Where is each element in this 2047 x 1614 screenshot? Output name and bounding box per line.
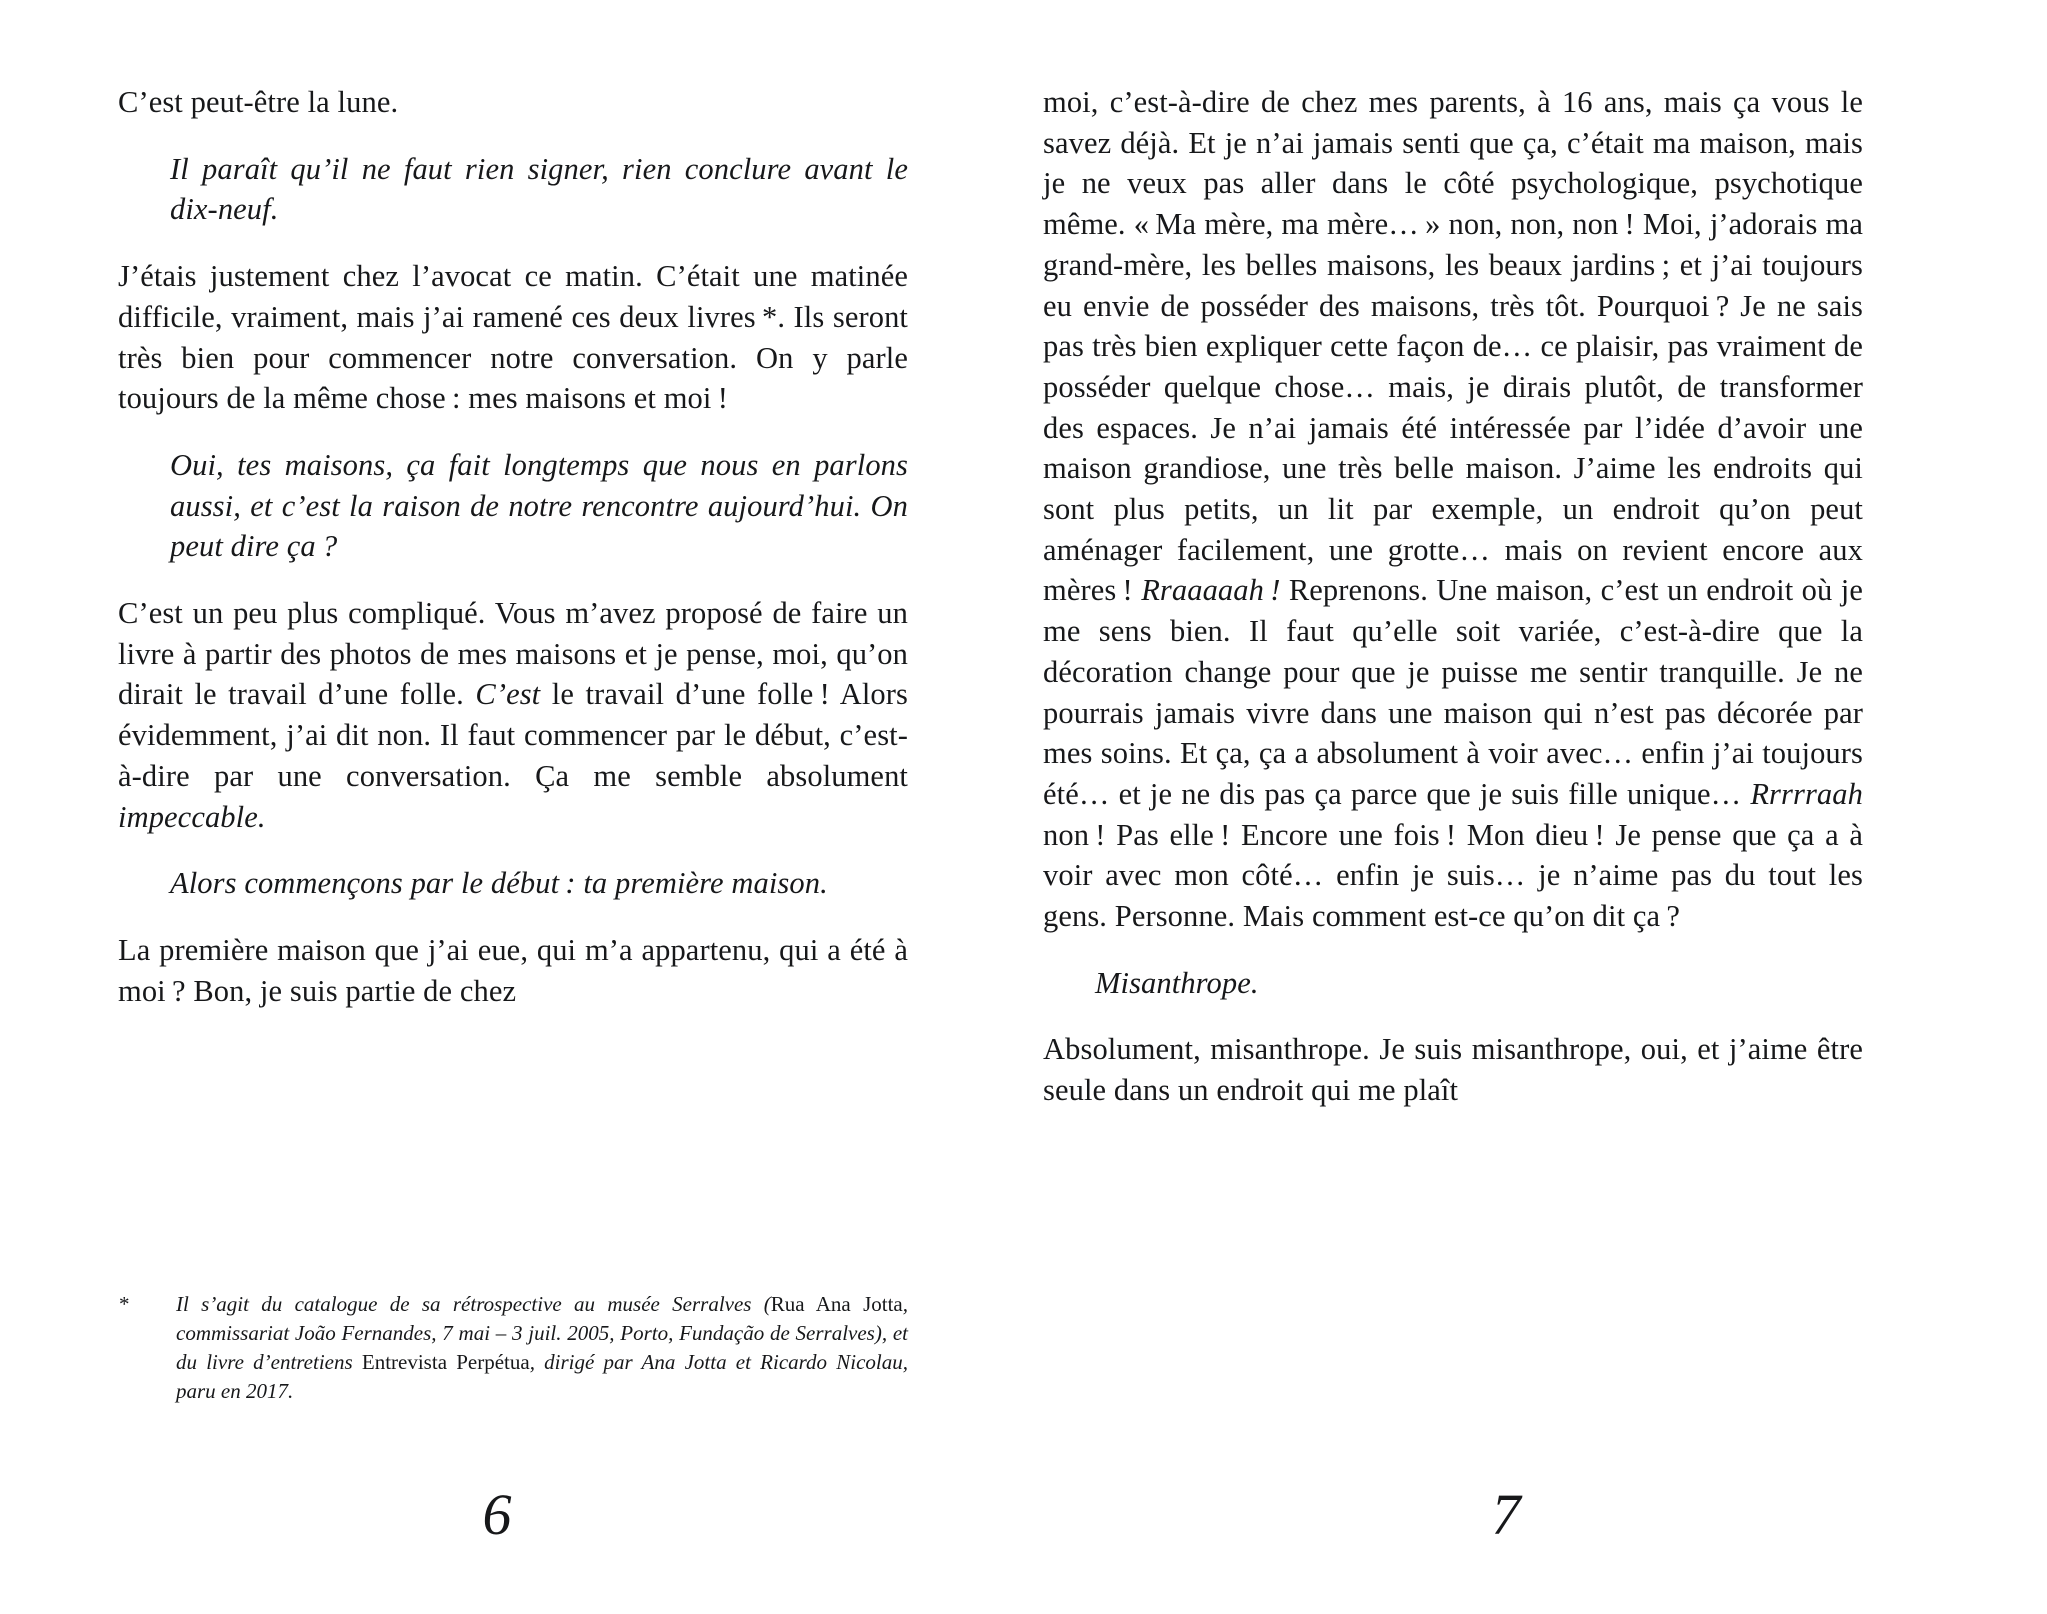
text-column-right xyxy=(1043,82,1863,1111)
page-right xyxy=(1023,0,2046,1614)
footnote xyxy=(118,1290,908,1406)
paragraph-interviewer: Misanthrope. xyxy=(1095,965,1259,1000)
footnote-title-2: Entrevista Perpétua xyxy=(361,1349,530,1374)
paragraph-speaker: moi, c’est-à-dire de chez mes parents, à 16 ans, mais ça vous le savez déjà. Et je n’ai jamais senti que ça, c’était ma maison, mais je ne veux pas aller dans le côté psychologique, psychotique même. « Ma mère, ma mère… » non, non, non ! Moi, j’adorais ma grand-mère, les belles maisons, les beaux jardins ; et j’ai toujours eu envie de posséder des maisons, très tôt. Pourquoi ? Je ne sais pas très bien expliquer cette façon de… ce plaisir, pas vraiment de posséder quelque chose… mais, je dirais plutôt, de transformer des espaces. Je n’ai jamais été intéressée par l’idée d’avoir une maison grandiose, une très belle maison. J’aime les endroits qui sont plus petits, un lit par exemple, un endroit qu’on peut aménager facilement, une grotte… mais on revient encore aux mères ! Rraaaaah ! Reprenons. Une maison, c’est un endroit où je me sens bien. Il faut qu’elle soit variée, c’est-à-dire que la décoration change pour que je puisse me sentir tranquille. Je ne pourrais jamais vivre dans une maison qui n’est pas décorée par mes soins. Et ça, ça a absolument à voir avec… enfin j’ai toujours été… et je ne dis pas ça parce que je suis fille unique… Rrrrraah non ! Pas elle ! Encore une fois ! Mon dieu ! Je pense que ça a à voir avec mon côté… enfin je suis… je n’aime pas du tout les gens. Personne. Mais comment est-ce qu’on dit ça ? xyxy=(1043,85,1863,934)
page-left xyxy=(0,0,1023,1614)
paragraph-speaker: C’est un peu plus compliqué. Vous m’avez proposé de faire un livre à partir des photos de mes maisons et je pense, moi, qu’on dirait le travail d’une folle. C’est le travail d’une folle ! Alors évidemment, j’ai dit non. Il faut commencer par le début, c’est-à-dire par une conversation. Ça me semble absolument impeccable. xyxy=(118,596,908,834)
footnote-title-1: Rua Ana Jotta xyxy=(770,1292,903,1316)
footnote-marker: * xyxy=(118,1292,129,1316)
footnote-part-1: Il s’agit du catalogue de sa rétrospective au musée Serralves ( xyxy=(176,1292,771,1316)
text-column-left xyxy=(118,82,908,1011)
paragraph-speaker: J’étais justement chez l’avocat ce matin. C’était une matinée difficile, vraiment, mais j’ai ramené ces deux livres *. Ils seront très bien pour commencer notre conversation. On y parle toujours de la même chose : mes maisons et moi ! xyxy=(118,259,908,416)
paragraph-speaker: C’est peut-être la lune. xyxy=(118,85,399,119)
footnote-part-3: , dirigé par Ana Jotta et Ricardo Nicolau, paru en 2017. xyxy=(176,1349,908,1403)
paragraph-interviewer: Oui, tes maisons, ça fait longtemps que nous en parlons aussi, et c’est la raison de notre rencontre aujourd’hui. On peut dire ça ? xyxy=(170,447,908,564)
footnote-text xyxy=(176,1290,908,1406)
paragraph-speaker: Absolument, misanthrope. Je suis misanthrope, oui, et j’aime être seule dans un endroit qui me plaît xyxy=(1043,1032,1863,1108)
paragraph-interviewer: Il paraît qu’il ne faut rien signer, rien conclure avant le dix-neuf. xyxy=(170,151,908,227)
footnote-part-2: , commissariat João Fernandes, 7 mai – 3 juil. 2005, Porto, Fundação de Serralves), et du livre d’entretiens xyxy=(176,1292,908,1374)
page-number-left: 6 xyxy=(482,1482,513,1547)
page-number-right: 7 xyxy=(1491,1482,1522,1547)
paragraph-interviewer: Alors commençons par le début : ta première maison. xyxy=(170,866,828,901)
paragraph-speaker: La première maison que j’ai eue, qui m’a appartenu, qui a été à moi ? Bon, je suis partie de chez xyxy=(118,932,908,1008)
